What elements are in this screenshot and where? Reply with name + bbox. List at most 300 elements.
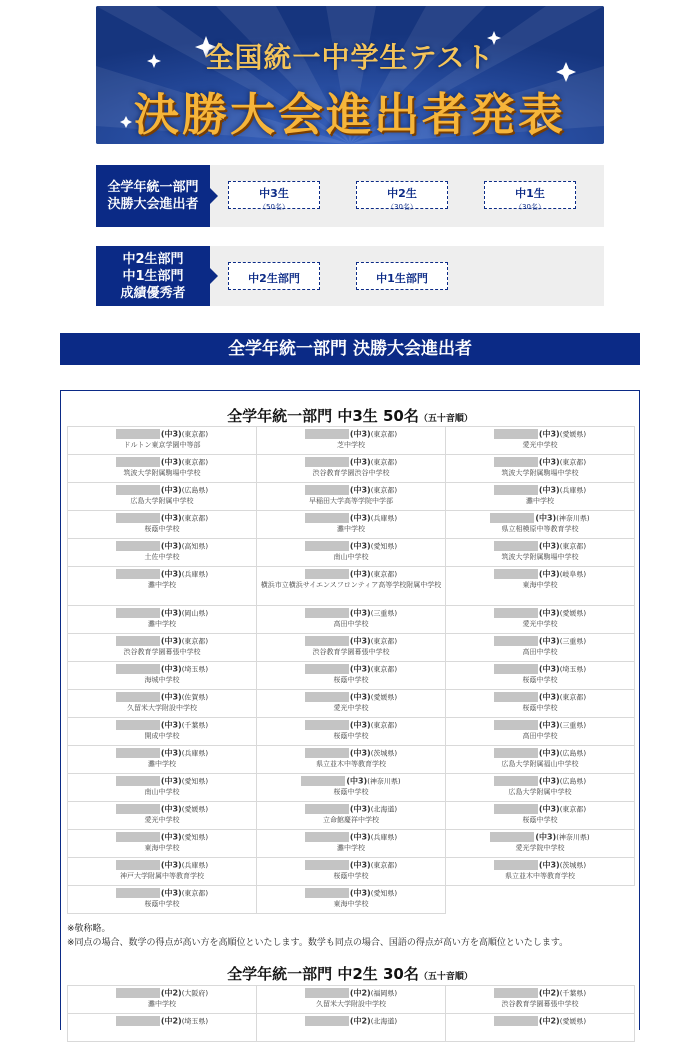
school-name: 渋谷教育学園幕張中学校 — [501, 999, 579, 1008]
school-name: 県立並木中等教育学校 — [505, 871, 575, 880]
table-row — [68, 483, 635, 511]
student-name-line — [70, 429, 254, 440]
redacted-name — [116, 692, 160, 702]
finalist-cell — [257, 539, 446, 567]
redacted-name — [116, 569, 160, 579]
prefecture-label: (愛知県) — [181, 833, 209, 842]
school-name: 南山中学校 — [144, 787, 180, 796]
grade-label: (中3) — [160, 860, 182, 870]
school-name: 桜蔭中学校 — [144, 899, 180, 908]
redacted-name — [305, 860, 349, 870]
student-name-line — [259, 457, 443, 468]
school-name: 神戸大学附属中等教育学校 — [120, 871, 204, 880]
prefecture-label: (愛媛県) — [559, 609, 587, 618]
student-name-line — [259, 720, 443, 731]
student-name-line — [259, 429, 443, 440]
school-name: 桜蔭中学校 — [144, 524, 180, 533]
grade2-division-link-button[interactable]: 中2生部門 — [228, 262, 320, 290]
grade-label: (中3) — [538, 636, 560, 646]
student-name-line — [448, 664, 632, 675]
student-name-line — [259, 636, 443, 647]
prefecture-label: (茨城県) — [370, 749, 398, 758]
student-name-line — [259, 692, 443, 703]
table-row — [68, 539, 635, 567]
school-name: 灘中学校 — [148, 580, 176, 589]
school-name: 土佐中学校 — [144, 552, 180, 561]
school-name: 県立並木中等教育学校 — [316, 759, 386, 768]
school-name: 広島大学附属福山中学校 — [501, 759, 579, 768]
prefecture-label: (東京都) — [181, 458, 209, 467]
grade-label: (中3) — [349, 485, 371, 495]
finalist-cell — [68, 690, 257, 718]
grade-label: (中3) — [160, 692, 182, 702]
prefecture-label: (広島県) — [559, 749, 587, 758]
finalist-cell — [257, 662, 446, 690]
school-name: 桜蔭中学校 — [522, 815, 558, 824]
student-name-line — [70, 608, 254, 619]
prefecture-label: (東京都) — [181, 430, 209, 439]
table-row — [68, 746, 635, 774]
redacted-name — [305, 832, 349, 842]
student-name-line — [70, 988, 254, 999]
student-name-line — [448, 776, 632, 787]
banner-title-line2: 決勝大会進出者発表 — [133, 88, 566, 141]
finalist-cell — [68, 830, 257, 858]
finalist-cell — [446, 858, 635, 886]
table-row — [68, 455, 635, 483]
grade2-table — [67, 985, 635, 1042]
note-line: ※同点の場合、数学の得点が高い方を高順位といたします。数学も同点の場合、国語の得点が高い方を高順位といたします。 — [67, 938, 569, 948]
notes — [67, 922, 568, 950]
finalist-cell — [257, 690, 446, 718]
school-name: 灘中学校 — [526, 496, 554, 505]
school-name: 広島大学附属中学校 — [508, 787, 572, 796]
redacted-name — [494, 429, 538, 439]
redacted-name — [305, 664, 349, 674]
redacted-name — [116, 804, 160, 814]
school-name: 高田中学校 — [522, 647, 558, 656]
finalist-cell — [446, 455, 635, 483]
grade-label: (中3) — [160, 636, 182, 646]
school-name: 灘中学校 — [337, 843, 365, 852]
redacted-name — [116, 457, 160, 467]
finalist-cell — [446, 634, 635, 662]
grade-label: (中3) — [538, 692, 560, 702]
redacted-name — [116, 513, 160, 523]
redacted-name — [494, 720, 538, 730]
finalist-cell — [446, 567, 635, 606]
student-name-line — [448, 832, 632, 843]
grade-label: (中3) — [538, 860, 560, 870]
prefecture-label: (佐賀県) — [181, 693, 209, 702]
grade-label: (中3) — [349, 720, 371, 730]
grade-label: (中3) — [160, 513, 182, 523]
redacted-name — [494, 636, 538, 646]
grade-label: (中3) — [349, 513, 371, 523]
finalist-cell — [446, 427, 635, 455]
student-name-line — [259, 888, 443, 899]
finalist-cell — [68, 427, 257, 455]
redacted-name — [305, 569, 349, 579]
redacted-name — [305, 636, 349, 646]
prefecture-label: (北海道) — [370, 1017, 398, 1026]
finalist-cell — [257, 858, 446, 886]
prefecture-label: (東京都) — [370, 486, 398, 495]
school-name: 桜蔭中学校 — [522, 675, 558, 684]
student-name-line — [70, 541, 254, 552]
student-name-line — [259, 485, 443, 496]
student-name-line — [448, 569, 632, 580]
grade-label: (中3) — [349, 832, 371, 842]
finalist-cell — [68, 718, 257, 746]
finalist-cell — [446, 986, 635, 1014]
grade-label: (中2) — [349, 1016, 371, 1026]
finalist-cell — [257, 511, 446, 539]
finalist-cell — [257, 606, 446, 634]
prefecture-label: (兵庫県) — [370, 514, 398, 523]
prefecture-label: (神奈川県) — [556, 833, 590, 842]
student-name-line — [259, 776, 443, 787]
grade-label: (中3) — [538, 608, 560, 618]
school-name: 渋谷教育学園幕張中学校 — [312, 647, 390, 656]
table-row — [68, 1014, 635, 1042]
prefecture-label: (東京都) — [370, 637, 398, 646]
school-name: 久留米大学附設中学校 — [316, 999, 386, 1008]
student-name-line — [70, 664, 254, 675]
grade-label: (中3) — [160, 804, 182, 814]
student-name-line — [259, 569, 443, 580]
redacted-name — [305, 988, 349, 998]
school-name: 筑波大学附属駒場中学校 — [501, 468, 579, 477]
finalists-nav — [96, 165, 604, 227]
student-name-line — [259, 804, 443, 815]
school-name: 開成中学校 — [144, 731, 180, 740]
finalist-cell — [257, 886, 446, 914]
school-name: ドルトン東京学園中等部 — [123, 440, 201, 449]
redacted-name — [305, 692, 349, 702]
table-row — [68, 830, 635, 858]
grade-label: (中2) — [160, 1016, 182, 1026]
school-name: 愛光学院中学校 — [515, 843, 565, 852]
finalist-cell — [446, 662, 635, 690]
grade-label: (中3) — [349, 636, 371, 646]
student-name-line — [70, 832, 254, 843]
school-name: 桜蔭中学校 — [333, 731, 369, 740]
finalist-cell — [446, 690, 635, 718]
redacted-name — [116, 664, 160, 674]
finalist-cell — [257, 986, 446, 1014]
grade-label: (中3) — [538, 748, 560, 758]
redacted-name — [116, 429, 160, 439]
redacted-name — [490, 832, 534, 842]
finalist-cell — [446, 483, 635, 511]
finalist-cell — [446, 539, 635, 567]
student-name-line — [259, 832, 443, 843]
grade-label: (中3) — [349, 457, 371, 467]
grade3-heading: 全学年統一部門 中3生 50名（五十音順） — [227, 407, 473, 425]
table-row — [68, 802, 635, 830]
hero-banner — [96, 6, 604, 144]
grade-label: (中3) — [538, 720, 560, 730]
redacted-name — [494, 776, 538, 786]
school-name: 桜蔭中学校 — [522, 703, 558, 712]
student-name-line — [448, 804, 632, 815]
prefecture-label: (神奈川県) — [556, 514, 590, 523]
finalist-cell — [257, 774, 446, 802]
student-name-line — [70, 860, 254, 871]
prefecture-label: (広島県) — [559, 777, 587, 786]
school-name: 広島大学附属中学校 — [130, 496, 194, 505]
prefecture-label: (兵庫県) — [181, 861, 209, 870]
finalist-cell — [257, 1014, 446, 1042]
prefecture-label: (東京都) — [181, 637, 209, 646]
redacted-name — [305, 748, 349, 758]
grade-label: (中3) — [349, 860, 371, 870]
student-name-line — [448, 513, 632, 524]
prefecture-label: (東京都) — [181, 514, 209, 523]
student-name-line — [70, 888, 254, 899]
grade1-link-button[interactable]: 中1生 （30名） — [484, 181, 576, 209]
redacted-name — [116, 988, 160, 998]
grade-label: (中3) — [349, 541, 371, 551]
school-name: 県立相模原中等教育学校 — [501, 524, 579, 533]
finalists-nav-label: 全学年統一部門 決勝大会進出者 — [96, 165, 210, 227]
grade2-heading: 全学年統一部門 中2生 30名（五十音順） — [227, 965, 473, 983]
school-name: 愛光中学校 — [522, 619, 558, 628]
school-name: 愛光中学校 — [144, 815, 180, 824]
prefecture-label: (兵庫県) — [181, 749, 209, 758]
finalist-cell — [257, 427, 446, 455]
grade-label: (中3) — [160, 720, 182, 730]
redacted-name — [305, 429, 349, 439]
school-name: 高田中学校 — [333, 619, 369, 628]
redacted-name — [116, 636, 160, 646]
finalist-cell — [257, 483, 446, 511]
finalist-cell — [68, 1014, 257, 1042]
finalist-cell — [257, 455, 446, 483]
prefecture-label: (岡山県) — [181, 609, 209, 618]
grade3-link-button[interactable]: 中3生 （50名） — [228, 181, 320, 209]
prefecture-label: (大阪府) — [181, 989, 209, 998]
grade-label: (中3) — [349, 608, 371, 618]
grade-label: (中3) — [538, 429, 560, 439]
school-name: 海城中学校 — [144, 675, 180, 684]
grade-label: (中3) — [160, 569, 182, 579]
student-name-line — [259, 513, 443, 524]
grade-label: (中3) — [160, 485, 182, 495]
prefecture-label: (愛知県) — [181, 777, 209, 786]
prefecture-label: (愛知県) — [370, 542, 398, 551]
grade-label: (中3) — [535, 832, 557, 842]
redacted-name — [494, 988, 538, 998]
arrow-right-icon — [210, 268, 218, 284]
redacted-name — [490, 513, 534, 523]
student-name-line — [259, 748, 443, 759]
student-name-line — [259, 608, 443, 619]
table-row — [68, 690, 635, 718]
student-name-line — [70, 748, 254, 759]
table-row — [68, 886, 635, 914]
prefecture-label: (三重県) — [370, 609, 398, 618]
school-name: 灘中学校 — [337, 524, 365, 533]
redacted-name — [494, 664, 538, 674]
grade-label: (中3) — [349, 888, 371, 898]
finalist-cell — [68, 606, 257, 634]
school-name: 桜蔭中学校 — [333, 787, 369, 796]
grade1-division-link-button[interactable]: 中1生部門 — [356, 262, 448, 290]
redacted-name — [494, 569, 538, 579]
grade-label: (中3) — [538, 776, 560, 786]
empty-cell — [446, 886, 635, 914]
redacted-name — [116, 776, 160, 786]
prefecture-label: (愛媛県) — [559, 1017, 587, 1026]
grade-label: (中3) — [160, 832, 182, 842]
prefecture-label: (東京都) — [181, 889, 209, 898]
redacted-name — [116, 888, 160, 898]
grade2-link-button[interactable]: 中2生 （30名） — [356, 181, 448, 209]
school-name: 横浜市立横浜サイエンスフロンティア高等学校附属中学校 — [260, 580, 442, 589]
student-name-line — [448, 748, 632, 759]
grade-label: (中2) — [538, 1016, 560, 1026]
grade-label: (中3) — [538, 569, 560, 579]
grade-label: (中3) — [160, 664, 182, 674]
redacted-name — [305, 608, 349, 618]
excellence-nav-label: 中2生部門 中1生部門 成績優秀者 — [96, 246, 210, 306]
finalist-cell — [68, 455, 257, 483]
table-row — [68, 986, 635, 1014]
finalist-cell — [68, 802, 257, 830]
prefecture-label: (高知県) — [181, 542, 209, 551]
redacted-name — [116, 832, 160, 842]
prefecture-label: (北海道) — [370, 805, 398, 814]
prefecture-label: (愛媛県) — [370, 693, 398, 702]
grade-label: (中3) — [538, 541, 560, 551]
redacted-name — [305, 888, 349, 898]
prefecture-label: (東京都) — [559, 805, 587, 814]
finalist-cell — [446, 511, 635, 539]
grade-label: (中3) — [349, 429, 371, 439]
student-name-line — [70, 804, 254, 815]
redacted-name — [116, 860, 160, 870]
school-name: 東海中学校 — [522, 580, 558, 589]
table-row — [68, 567, 635, 606]
grade-label: (中3) — [349, 804, 371, 814]
prefecture-label: (三重県) — [559, 637, 587, 646]
prefecture-label: (広島県) — [181, 486, 209, 495]
school-name: 灘中学校 — [148, 619, 176, 628]
prefecture-label: (東京都) — [559, 542, 587, 551]
redacted-name — [305, 804, 349, 814]
grade-label: (中3) — [160, 748, 182, 758]
school-name: 愛光中学校 — [333, 703, 369, 712]
prefecture-label: (兵庫県) — [370, 833, 398, 842]
prefecture-label: (東京都) — [370, 665, 398, 674]
finalist-cell — [446, 606, 635, 634]
grade-label: (中3) — [160, 888, 182, 898]
school-name: 早稲田大学高等学院中学部 — [309, 496, 393, 505]
student-name-line — [70, 720, 254, 731]
prefecture-label: (愛知県) — [370, 889, 398, 898]
finalist-cell — [68, 986, 257, 1014]
finalist-cell — [446, 830, 635, 858]
finalist-cell — [257, 746, 446, 774]
redacted-name — [494, 1016, 538, 1026]
table-row — [68, 662, 635, 690]
finalist-cell — [68, 511, 257, 539]
finalist-cell — [68, 539, 257, 567]
school-name: 桜蔭中学校 — [333, 675, 369, 684]
redacted-name — [494, 692, 538, 702]
finalist-cell — [257, 634, 446, 662]
redacted-name — [116, 608, 160, 618]
grade-label: (中3) — [538, 804, 560, 814]
school-name: 渋谷教育学園渋谷中学校 — [312, 468, 390, 477]
redacted-name — [305, 1016, 349, 1026]
table-row — [68, 774, 635, 802]
school-name: 南山中学校 — [333, 552, 369, 561]
redacted-name — [305, 457, 349, 467]
section-title: 全学年統一部門 決勝大会進出者 — [60, 333, 640, 365]
grade-label: (中3) — [160, 776, 182, 786]
school-name: 桜蔭中学校 — [333, 871, 369, 880]
school-name: 渋谷教育学園幕張中学校 — [123, 647, 201, 656]
redacted-name — [305, 513, 349, 523]
school-name: 東海中学校 — [144, 843, 180, 852]
table-row — [68, 718, 635, 746]
prefecture-label: (福岡県) — [370, 989, 398, 998]
grade-label: (中2) — [349, 988, 371, 998]
prefecture-label: (東京都) — [370, 721, 398, 730]
finalist-cell — [68, 483, 257, 511]
student-name-line — [70, 776, 254, 787]
student-name-line — [70, 1016, 254, 1027]
finalist-cell — [257, 718, 446, 746]
prefecture-label: (東京都) — [370, 458, 398, 467]
student-name-line — [448, 720, 632, 731]
student-name-line — [448, 1016, 632, 1027]
school-name: 筑波大学附属駒場中学校 — [123, 468, 201, 477]
grade-label: (中3) — [349, 692, 371, 702]
student-name-line — [448, 692, 632, 703]
prefecture-label: (埼玉県) — [559, 665, 587, 674]
table-row — [68, 427, 635, 455]
redacted-name — [494, 457, 538, 467]
prefecture-label: (東京都) — [370, 570, 398, 579]
student-name-line — [448, 541, 632, 552]
prefecture-label: (兵庫県) — [559, 486, 587, 495]
school-name: 愛光中学校 — [522, 440, 558, 449]
arrow-right-icon — [210, 188, 218, 204]
redacted-name — [305, 720, 349, 730]
redacted-name — [301, 776, 345, 786]
grade-label: (中3) — [160, 541, 182, 551]
student-name-line — [259, 860, 443, 871]
school-name: 久留米大学附設中学校 — [127, 703, 197, 712]
prefecture-label: (千葉県) — [559, 989, 587, 998]
finalist-cell — [446, 774, 635, 802]
prefecture-label: (埼玉県) — [181, 1017, 209, 1026]
prefecture-label: (千葉県) — [181, 721, 209, 730]
prefecture-label: (東京都) — [370, 861, 398, 870]
school-name: 東海中学校 — [333, 899, 369, 908]
finalist-cell — [68, 858, 257, 886]
school-name: 高田中学校 — [522, 731, 558, 740]
grade-label: (中3) — [349, 569, 371, 579]
student-name-line — [448, 636, 632, 647]
grade-label: (中3) — [160, 429, 182, 439]
student-name-line — [70, 569, 254, 580]
redacted-name — [116, 720, 160, 730]
